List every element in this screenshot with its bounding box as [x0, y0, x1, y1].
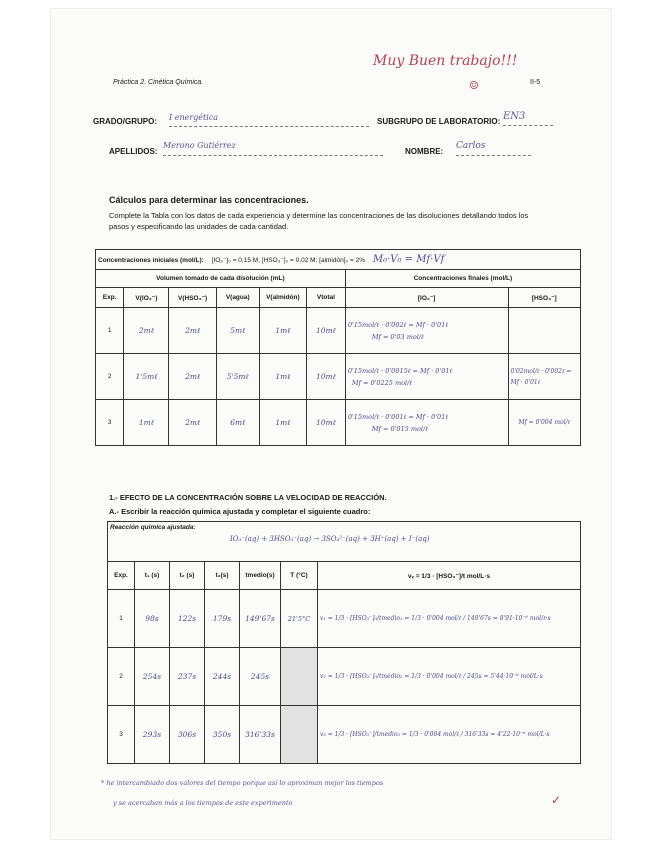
exp-number: 1	[108, 590, 135, 648]
table-row	[108, 590, 581, 648]
t3-value: 179s	[205, 590, 240, 648]
exp-number: 2	[96, 354, 124, 400]
io3-calculation: 0'15mol/ℓ · 0'0015ℓ = Mf · 0'01ℓ	[347, 366, 453, 375]
rate-substitution: = 1/3 · 0'004 mol/ℓ / 245s	[404, 672, 482, 680]
section1-instructions: Complete la Tabla con los datos de cada experiencia y determine las concentraciones de las disoluciones detallando todos los pasos y especificando las unidades de cada cantidad.	[109, 211, 529, 231]
nombre-label: NOMBRE:	[405, 147, 444, 156]
io3-result: Mf = 0'015 mol/ℓ	[371, 424, 428, 433]
col-t3: t₃(s)	[205, 562, 240, 590]
v-agua-value: 5'5mℓ	[216, 354, 259, 400]
v-hso3-value: 2mℓ	[169, 308, 216, 354]
rate-formula: v₂ = 1/3 · [HSO₃⁻]₀/tmedio₂	[320, 672, 403, 680]
col-rate: vₓ = 1/3 · [HSO₃⁻]/t mol/L·s	[318, 562, 581, 590]
tmedio-value: 245s	[240, 648, 281, 706]
tmedio-value: 149'67s	[240, 590, 281, 648]
t2-value: 122s	[170, 590, 205, 648]
hso3-final-value	[508, 308, 580, 354]
col-exp: Exp.	[96, 288, 124, 308]
nombre-field: Carlos	[456, 141, 531, 156]
v-almidon-value: 1mℓ	[259, 308, 306, 354]
rate-result: = 8'91·10⁻⁶ mol/ℓ·s	[492, 614, 551, 622]
col-tmedio: tmedio(s)	[240, 562, 281, 590]
practice-title: Práctica 2. Cinética Química.	[113, 79, 204, 86]
section1-title: Cálculos para determinar las concentraciones.	[109, 195, 309, 205]
exp-number: 2	[108, 648, 135, 706]
hso3-result: Mf · 0'01ℓ	[510, 378, 541, 386]
col-v-agua: V(agua)	[216, 288, 259, 308]
v-almidon-value: 1mℓ	[259, 400, 306, 446]
rate-substitution: = 1/3 · 0'004 mol/ℓ / 316'33s	[401, 730, 489, 738]
t1-value: 98s	[135, 590, 170, 648]
table-row	[96, 308, 581, 354]
v-io3-value: 1'5mℓ	[124, 354, 169, 400]
rate-formula: v₃ = 1/3 · [HSO₃⁻]/tmedio₃	[320, 730, 400, 738]
initial-concentrations-label: Concentraciones iniciales (mol/L):	[98, 257, 204, 264]
temperature-value: 21'5°C	[281, 590, 318, 648]
t3-value: 350s	[205, 706, 240, 764]
worksheet-page	[50, 8, 612, 840]
t1-value: 254s	[135, 648, 170, 706]
col-t1: t₁ (s)	[135, 562, 170, 590]
t3-value: 244s	[205, 648, 240, 706]
exp-number: 3	[108, 706, 135, 764]
footnote-line-2: y se acercaban más a los tiempos de este experimento	[113, 799, 293, 807]
tmedio-value: 316'33s	[240, 706, 281, 764]
grado-label: GRADO/GRUPO:	[93, 117, 157, 126]
col-temperature: T (°C)	[281, 562, 318, 590]
v-hso3-value: 2mℓ	[169, 354, 216, 400]
page-id: II-5	[530, 79, 541, 86]
io3-result: Mf = 0'03 mol/ℓ	[371, 332, 424, 341]
balanced-reaction: IO₃⁻(aq) + 3HSO₃⁻(aq) → 3SO₄²⁻(aq) + 3H⁺(aq) + I⁻(aq)	[230, 535, 430, 543]
rate-formula: v₁ = 1/3 · [HSO₃⁻]₀/tmedio₁	[320, 614, 403, 622]
io3-calculation: 0'15mol/ℓ · 0'002ℓ = Mf · 0'01ℓ	[347, 320, 449, 329]
smiley-icon: ☺	[469, 79, 479, 92]
t2-value: 237s	[170, 648, 205, 706]
col-v-almidon: V(almidón)	[259, 288, 306, 308]
hso3-calculation: 0'02mol/ℓ · 0'002ℓ =	[510, 367, 572, 375]
footnote-line-1: * he intercambiado dos valores del tiempo porque así lo aproximan mejor los tiempos	[101, 779, 384, 787]
col-v-io3: V(IO₃⁻)	[124, 288, 169, 308]
grado-field: I energética	[169, 113, 369, 127]
v-hso3-value: 2mℓ	[169, 400, 216, 446]
teacher-note: Muy Buen trabajo!!!	[373, 53, 518, 69]
initial-concentrations-values: [IO₃⁻]₀ = 0,15 M; [HSO₃⁻]₀ = 0,02 M; [almidón]₀ = 2%	[211, 257, 366, 264]
table-row	[108, 706, 581, 764]
kinetics-table	[107, 521, 581, 764]
subgrupo-label: SUBGRUPO DE LABORATORIO:	[377, 117, 501, 126]
col-v-total: Vtotal	[306, 288, 345, 308]
v-io3-value: 2mℓ	[124, 308, 169, 354]
concentrations-table	[95, 249, 581, 446]
table-row	[108, 648, 581, 706]
volume-header: Volumen tomado de cada disolución (mL)	[96, 270, 346, 288]
section2-subtitle: A.- Escribir la reacción química ajustada y completar el siguiente cuadro:	[109, 507, 371, 516]
hso3-final-value: Mf = 0'004 mol/ℓ	[508, 400, 580, 446]
check-mark-icon: ✓	[551, 793, 562, 807]
table-row	[96, 400, 581, 446]
table-row	[96, 354, 581, 400]
v-almidon-value: 1mℓ	[259, 354, 306, 400]
col-t2: t₂ (s)	[170, 562, 205, 590]
subgrupo-field: EN3	[503, 111, 553, 126]
v-total-value: 10mℓ	[306, 400, 345, 446]
rate-result: = 4'22·10⁻⁶ mol/L·s	[490, 730, 550, 738]
rate-substitution: = 1/3 · 0'004 mol/ℓ / 149'67s	[404, 614, 491, 622]
col-v-hso3: V(HSO₃⁻)	[169, 288, 216, 308]
temperature-cell-disabled	[281, 706, 318, 764]
exp-number: 1	[96, 308, 124, 354]
col-exp: Exp.	[108, 562, 135, 590]
v-total-value: 10mℓ	[306, 354, 345, 400]
final-concentrations-header: Concentraciones finales (mol/L)	[345, 270, 580, 288]
t2-value: 306s	[170, 706, 205, 764]
t1-value: 293s	[135, 706, 170, 764]
v-agua-value: 6mℓ	[216, 400, 259, 446]
rate-result: = 5'44·10⁻⁶ mol/L·s	[483, 672, 543, 680]
section2-title: 1.- EFECTO DE LA CONCENTRACIÓN SOBRE LA VELOCIDAD DE REACCIÓN.	[109, 493, 387, 502]
reaction-label: Reacción química ajustada:	[110, 524, 196, 531]
io3-result: Mf = 0'0225 mol/ℓ	[351, 378, 413, 387]
v-io3-value: 1mℓ	[124, 400, 169, 446]
dilution-formula: M₀·V₀ = Mf·Vf	[372, 254, 445, 265]
v-agua-value: 5mℓ	[216, 308, 259, 354]
col-io3-final: [IO₃⁻]	[345, 288, 508, 308]
io3-calculation: 0'15mol/ℓ · 0'001ℓ = Mf · 0'01ℓ	[347, 412, 449, 421]
temperature-cell-disabled	[281, 648, 318, 706]
apellidos-field: Merono Gutiérrez	[163, 141, 383, 156]
apellidos-label: APELLIDOS:	[109, 147, 158, 156]
col-hso3-final: [HSO₃⁻]	[508, 288, 580, 308]
exp-number: 3	[96, 400, 124, 446]
v-total-value: 10mℓ	[306, 308, 345, 354]
